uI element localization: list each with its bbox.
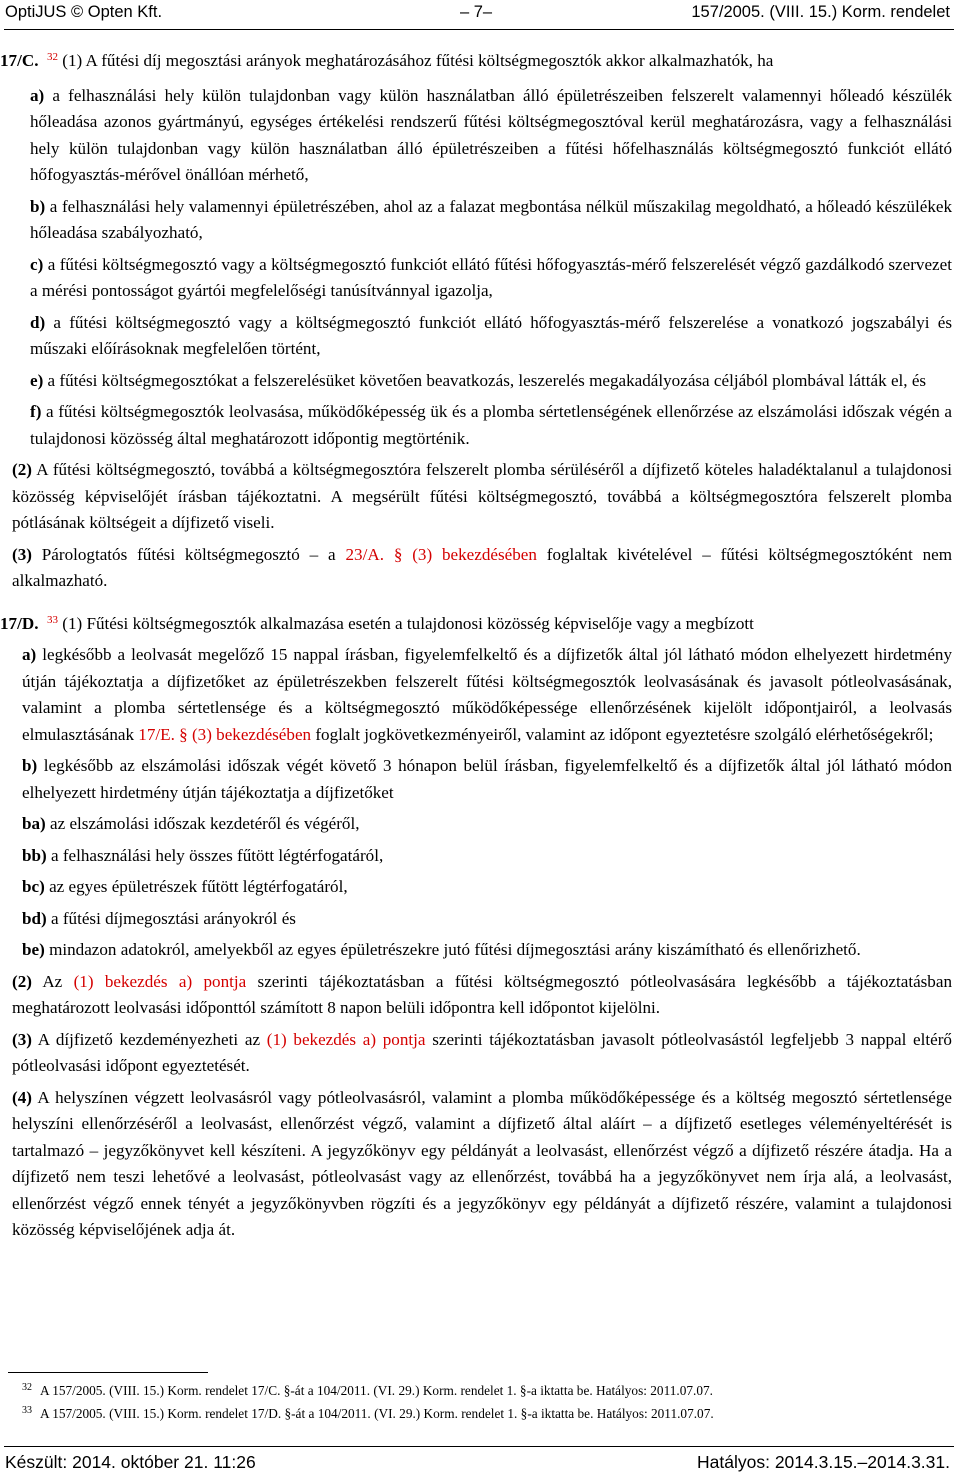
footnote-rule bbox=[8, 1372, 208, 1373]
footnote-number: 32 bbox=[22, 1382, 32, 1393]
point-marker: a) bbox=[30, 85, 45, 105]
paragraph-text: (1) A fűtési díj megosztási arányok meghatározásához fűtési költségmegosztók akkor alkalmazhatók, ha bbox=[62, 51, 774, 70]
publisher-label: OptiJUS © Opten Kft. bbox=[5, 3, 163, 21]
point-marker: a) bbox=[22, 645, 37, 664]
paragraph-text: (1) Fűtési költségmegosztók alkalmazása esetén a tulajdonosi közösség képviselője vagy a megbízott bbox=[62, 613, 754, 633]
section-number: 17/D. bbox=[0, 613, 39, 633]
point-b: b) legkésőbb az elszámolási időszak végét követő 3 hónapon belül írásban, figyelemfelkeltő és a díjfizetők által jól látható módon elhelyezett hirdetmény útján tájékoztatja a díjfizetőket bbox=[22, 756, 952, 802]
document-body bbox=[0, 44, 953, 1244]
subpoint-ba: ba) az elszámolási időszak kezdetéről és végéről, bbox=[22, 814, 360, 833]
section-number: 17/C. bbox=[0, 51, 39, 70]
point-marker: b) bbox=[22, 756, 38, 775]
footnote-number: 33 bbox=[22, 1405, 32, 1416]
cross-reference-link[interactable]: (1) bekezdés a) pontja bbox=[266, 1029, 426, 1049]
point-marker: c) bbox=[30, 254, 44, 274]
cross-reference-link[interactable]: 23/A. bbox=[345, 544, 384, 564]
page-footer bbox=[0, 1448, 960, 1478]
point-a bbox=[22, 642, 952, 748]
paragraph-text: (2) Az bbox=[12, 971, 63, 991]
point-marker: d) bbox=[30, 312, 46, 332]
point-b: b) a felhasználási hely valamennyi épületrészében, ahol az a falazat megbontása nélkül műszakilag megoldható, a hőleadó készülékek hőleadása szabályozható, bbox=[30, 196, 952, 242]
footnote-text: A 157/2005. (VIII. 15.) Korm. rendelet 17/C. §-át a 104/2011. (VI. 29.) Korm. rendelet 1. §-a iktatta be. Hatályos: 2011.07.07. bbox=[40, 1383, 713, 1398]
footnote-33 bbox=[22, 1403, 952, 1422]
section-17d-intro bbox=[0, 607, 952, 638]
footnote-ref[interactable]: 33 bbox=[47, 613, 59, 626]
footer-rule bbox=[4, 1446, 954, 1447]
created-timestamp: Készült: 2014. október 21. 11:26 bbox=[5, 1452, 256, 1472]
point-marker: ba) bbox=[22, 814, 46, 833]
point-marker: f) bbox=[30, 402, 42, 421]
paragraph-text: (3) Párologtatós fűtési költségmegosztó – a bbox=[12, 544, 336, 564]
paragraph-4: (4) A helyszínen végzett leolvasásról vagy pótleolvasásról, valamint a plomba működőképessége és a költség megosztó sértetlensége helyszíni ellenőrzéséről a leolvasást, ellenőrzést végző, valamint a díjfizető által aláírt – a díjfizető esetleges véleményeltérését is tartalmazó – jegyzőkönyvet kell készíteni. A jegyzőkönyv egy példányát a leolvasást, ellenőrzést végző a díjfizető részére átadja. Ha a díjfizető nem teszi lehetővé a leolvasást, pótleolvasást vagy az ellenőrzést, továbbá ha a jegyzőkönyvet nem írja alá, a leolvasást, ellenőrzést végző ennek tényét a jegyzőkönyvben rögzíti és a jegyzőkönyv egy példányát a díjfizető részére, valamint a tulajdonosi közösség képviselőjének adja át. bbox=[12, 1087, 952, 1239]
point-marker: (2) bbox=[12, 460, 32, 479]
cross-reference-link[interactable]: 17/E. bbox=[138, 724, 175, 744]
point-marker: bc) bbox=[22, 877, 45, 896]
paragraph-text: szerinti tájékoztatásban javasolt pótleolvasástól legfeljebb 3 nappal eltérő pótleolvasási időpont egyeztetését. bbox=[12, 1029, 952, 1075]
subpoint-bd: bd) a fűtési díjmegosztási arányokról és bbox=[22, 908, 296, 928]
point-d: d) a fűtési költségmegosztó vagy a költségmegosztó funkciót ellátó hőfogyasztás-mérő felszerelése a vonatkozó jogszabályi és műszaki előírásoknak megfelelően történt, bbox=[30, 312, 952, 358]
paragraph-2: (2) A fűtési költségmegosztó, továbbá a költségmegosztóra felszerelt plomba sérüléséről a díjfizető köteles haladéktalanul a tulajdonosi közösség képviselőjét írásban tájékoztatni. A megsérült fűtési költségmegosztó, továbbá a költségmegosztóra felszerelt plomba pótlásának költségeit a díjfizető viseli. bbox=[12, 460, 952, 532]
header-rule bbox=[4, 29, 954, 30]
subpoint-be: be) mindazon adatokról, amelyekből az egyes épületrészekre jutó fűtési díjmegosztási arány kiszámítható és ellenőrizhető. bbox=[22, 940, 861, 959]
point-marker: be) bbox=[22, 940, 45, 959]
point-a: a) a felhasználási hely külön tulajdonban vagy külön használatban álló épületrészeiben felszerelt valamennyi hőleadó készülék hőleadása azonos gyártmányú, egységes értékelési rendszerű fűtési költségmegosztóval kerül meghatározásra, vagy a felhasználási hely külön tulajdonban vagy külön használatban álló épületrészeiben a fűtési hőfelhasználás költségmegosztó funkciót ellátó hőfogyasztás-mérővel önállóan mérhető, bbox=[30, 85, 952, 184]
section-17c-intro bbox=[0, 44, 952, 75]
document-title: 157/2005. (VIII. 15.) Korm. rendelet bbox=[691, 3, 950, 21]
point-marker: bd) bbox=[22, 908, 47, 928]
point-marker: b) bbox=[30, 196, 46, 216]
cross-reference-link[interactable]: § (3) bekezdésében bbox=[179, 724, 312, 744]
page-number: – 7– bbox=[460, 3, 493, 21]
subpoint-bc: bc) az egyes épületrészek fűtött légtérfogatáról, bbox=[22, 877, 348, 896]
point-marker: (3) bbox=[12, 1029, 32, 1049]
subpoint-bb: bb) a felhasználási hely összes fűtött légtérfogatáról, bbox=[22, 845, 384, 865]
paragraph-text: foglalt jogkövetkezményeiről, valamint az időpont egyeztetésre szolgáló elérhetőségekről; bbox=[315, 724, 934, 744]
point-marker: (2) bbox=[12, 971, 32, 991]
point-marker: (4) bbox=[12, 1087, 32, 1107]
paragraph-text: (3) A díjfizető kezdeményezheti az bbox=[12, 1029, 261, 1049]
point-marker: (3) bbox=[12, 544, 32, 564]
point-marker: e) bbox=[30, 370, 44, 390]
point-e: e) a fűtési költségmegosztókat a felszerelésüket követően beavatkozás, leszerelés megakadályozása céljából plombával látták el, és bbox=[30, 370, 927, 390]
point-c: c) a fűtési költségmegosztó vagy a költségmegosztó funkciót ellátó fűtési hőfogyasztás-mérő felszerelését végző gazdálkodó szervezet a mérési pontosságot gyártói megfelelőségi tanúsítvánnyal igazolja, bbox=[30, 254, 952, 300]
paragraph-3 bbox=[12, 1027, 952, 1080]
paragraph-text: foglaltak kivételével – fűtési költségmegosztóként nem alkalmazható. bbox=[12, 544, 953, 590]
footnote-32 bbox=[22, 1380, 952, 1399]
paragraph-text: a) legkésőbb a leolvasát megelőző 15 nappal írásban, figyelemfelkeltő és a díjfizetők által jól látható módon elhelyezett hirdetmény útján tájékoztatja a díjfizetőket az épületrészekben felszerelt fűtési költségmegosztók leolvasásának és javasolt pótleolvasásának, valamint a plomba sértetlensége és a költségmegosztó működőképessége ellenőrzésének kijelölt időpontjairól, a leolvasás elmulasztásának bbox=[22, 645, 952, 744]
cross-reference-link[interactable]: (1) bekezdés a) pontja bbox=[73, 971, 247, 991]
point-f: f) a fűtési költségmegosztók leolvasása, működőképesség ük és a plomba sértetlenségének ellenőrzése az elszámolási időszak végén a tulajdonosi közösség által meghatározott időpontig megtörténik. bbox=[30, 402, 952, 448]
validity-period: Hatályos: 2014.3.15.–2014.3.31. bbox=[697, 1452, 950, 1472]
footnote-ref[interactable]: 32 bbox=[47, 51, 59, 63]
paragraph-3 bbox=[12, 542, 952, 595]
paragraph-2 bbox=[12, 969, 952, 1022]
footnote-text: A 157/2005. (VIII. 15.) Korm. rendelet 17/D. §-át a 104/2011. (VI. 29.) Korm. rendelet 1. §-a iktatta be. Hatályos: 2011.07.07. bbox=[40, 1406, 714, 1421]
page-header bbox=[0, 0, 960, 28]
point-marker: bb) bbox=[22, 845, 47, 865]
paragraph-text: szerinti tájékoztatásban a fűtési költségmegosztó pótleolvasására legkésőbb a tájékoztatásban meghatározott leolvasási időponttól számított 8 napon belüli időpontra kell időpontot kijelölni. bbox=[12, 971, 952, 1017]
cross-reference-link[interactable]: § (3) bekezdésében bbox=[393, 544, 537, 564]
